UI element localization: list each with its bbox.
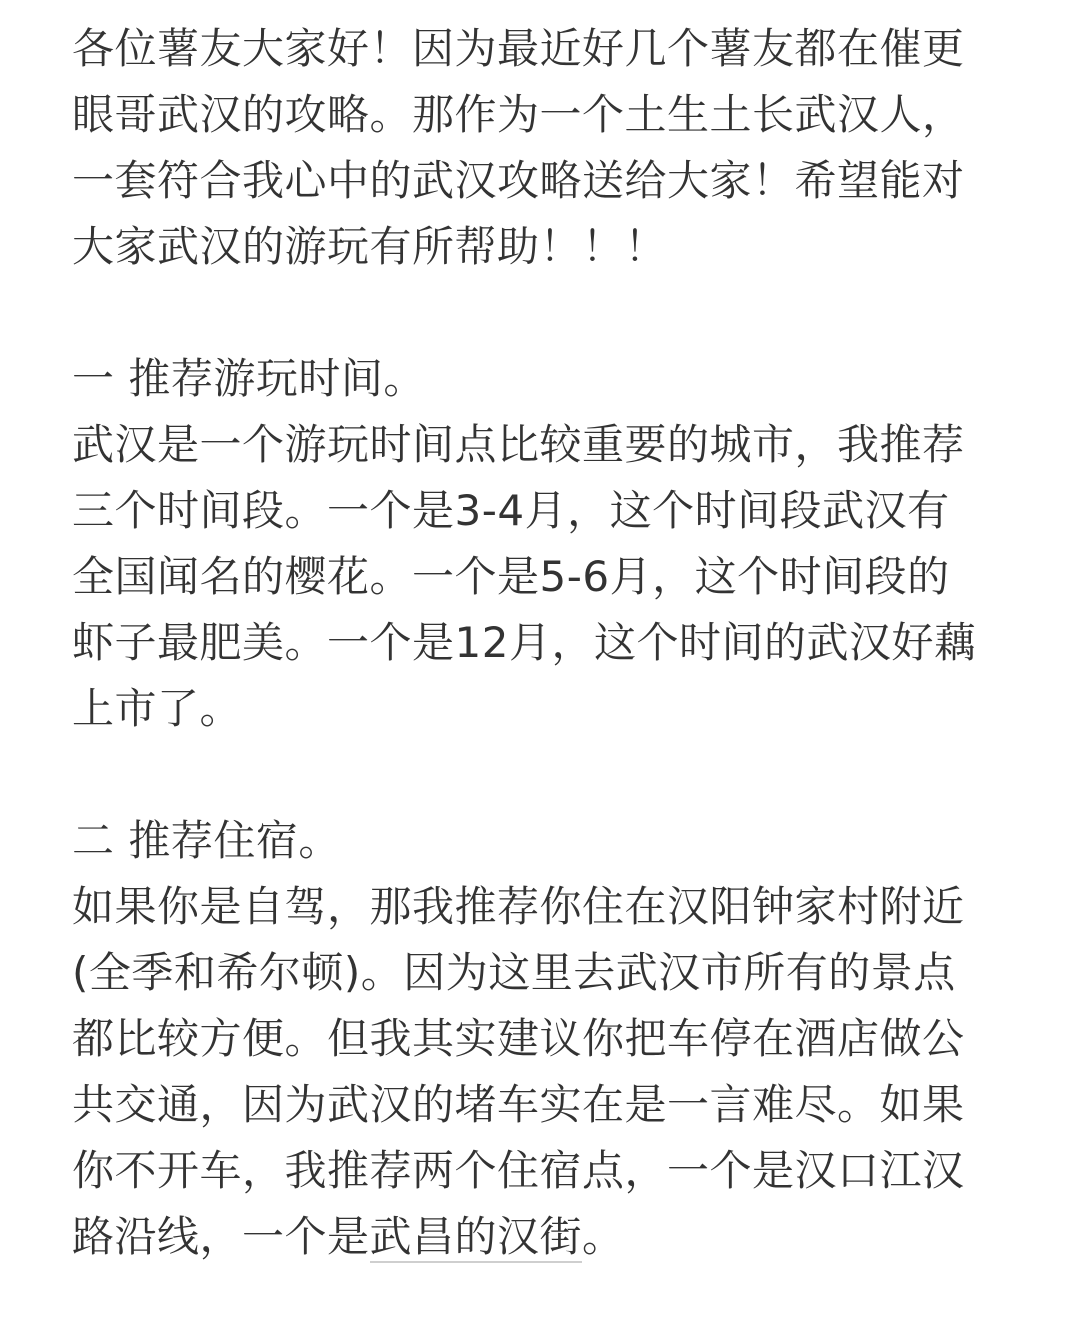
- section-lodging-line: 你不开车，我推荐两个住宿点，一个是汉口江汉: [72, 1146, 965, 1195]
- spacer: [72, 280, 1012, 346]
- section-time-line: 虾子最肥美。一个是12月，这个时间的武汉好藕: [72, 618, 977, 667]
- intro-line: 眼哥武汉的攻略。那作为一个土生土长武汉人，: [72, 90, 965, 139]
- section-heading-time: 一 推荐游玩时间。: [72, 354, 426, 403]
- section-time-line: 上市了。: [72, 684, 243, 733]
- section-lodging-line: 如果你是自驾，那我推荐你住在汉阳钟家村附近: [72, 882, 965, 931]
- section-time-line: 武汉是一个游玩时间点比较重要的城市，我推荐: [72, 420, 965, 469]
- last-line-suffix: 。: [582, 1212, 625, 1261]
- hanjie-link[interactable]: 武昌的汉街: [369, 1212, 583, 1261]
- last-line-prefix: 路沿线，一个是: [72, 1212, 370, 1261]
- section-lodging-last-line: [72, 1204, 1012, 1270]
- spacer: [72, 742, 1012, 808]
- section-heading-lodging: 二 推荐住宿。: [72, 816, 341, 865]
- section-lodging-line: (全季和希尔顿)。因为这里去武汉市所有的景点: [72, 948, 956, 997]
- note-text: [72, 16, 1012, 1270]
- intro-line: 各位薯友大家好！因为最近好几个薯友都在催更: [72, 24, 965, 73]
- section-time-line: 三个时间段。一个是3-4月，这个时间段武汉有: [72, 486, 950, 535]
- section-time-line: 全国闻名的樱花。一个是5-6月，这个时间段的: [72, 552, 950, 601]
- intro-line: 一套符合我心中的武汉攻略送给大家！希望能对: [72, 156, 965, 205]
- intro-line: 大家武汉的游玩有所帮助！！！: [72, 222, 668, 271]
- section-lodging-line: 共交通，因为武汉的堵车实在是一言难尽。如果: [72, 1080, 965, 1129]
- section-lodging-line: 都比较方便。但我其实建议你把车停在酒店做公: [72, 1014, 965, 1063]
